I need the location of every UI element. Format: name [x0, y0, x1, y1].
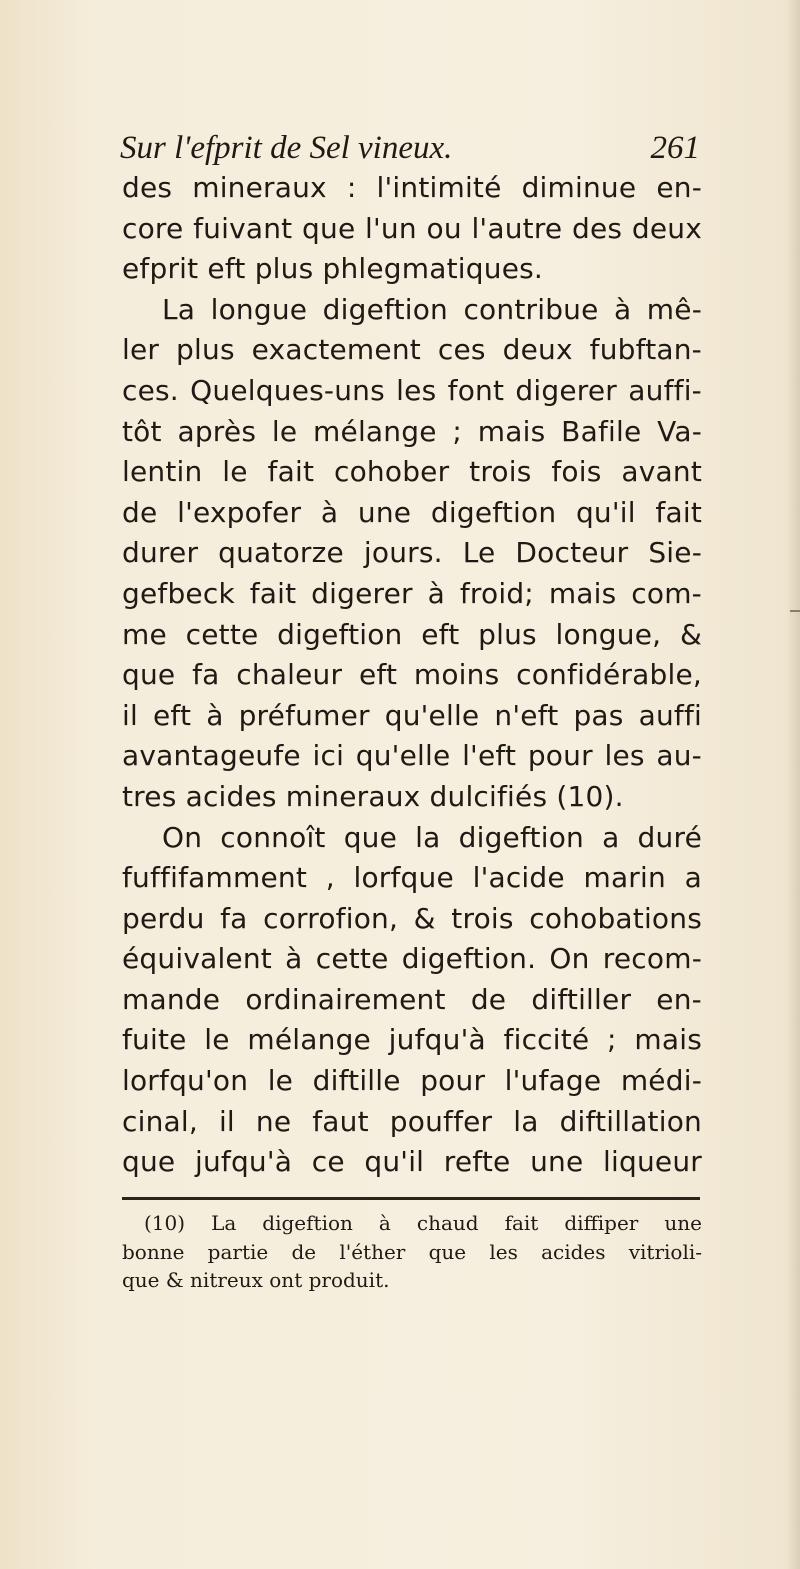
body-text	[122, 168, 702, 1183]
footnote-rule	[122, 1197, 700, 1200]
text-line: de l'expofer à une digeftion qu'il fait	[122, 495, 702, 529]
text-line: me cette digeftion eft plus longue, &	[122, 617, 702, 651]
footnote-line: bonne partie de l'éther que les acides vitrioli-	[122, 1239, 702, 1264]
text-line: ces. Quelques-uns les font digerer auffi-	[122, 373, 702, 407]
text-line: que fa chaleur eft moins confidérable,	[122, 658, 702, 692]
text-line: lorfqu'on le diftille pour l'ufage médi-	[122, 1064, 702, 1098]
text-line: core fuivant que l'un ou l'autre des deux	[122, 211, 702, 245]
page-edge-shadow	[786, 0, 800, 1569]
text-line: tôt après le mélange ; mais Bafile Va-	[122, 414, 702, 448]
text-line: avantageufe ici qu'elle l'eft pour les au-	[122, 739, 702, 773]
footnote-line: (10) La digeftion à chaud fait diffiper une	[144, 1211, 702, 1235]
text-line: équivalent à cette digeftion. On recom-	[122, 942, 702, 976]
text-line: gefbeck fait digerer à froid; mais com-	[122, 576, 702, 610]
running-title: Sur l'efprit de Sel vineux.	[120, 130, 453, 166]
text-line: efprit eft plus phlegmatiques.	[122, 252, 544, 286]
text-line: On connoît que la digeftion a duré	[162, 820, 702, 854]
footnote-line: que & nitreux ont produit.	[122, 1268, 390, 1292]
text-line: durer quatorze jours. Le Docteur Sie-	[122, 536, 702, 570]
text-line: lentin le fait cohober trois fois avant	[122, 455, 702, 489]
page-number: 261	[650, 130, 700, 166]
text-line: que jufqu'à ce qu'il refte une liqueur	[122, 1145, 702, 1179]
text-line: fuite le mélange jufqu'à ficcité ; mais	[122, 1023, 702, 1057]
text-line: La longue digeftion contribue à mê-	[162, 292, 702, 326]
text-line: ler plus exactement ces deux fubftan-	[122, 333, 702, 367]
footnote	[122, 1209, 702, 1295]
text-line: mande ordinairement de diftiller en-	[122, 982, 702, 1016]
margin-mark	[790, 610, 800, 612]
text-line: fuffifamment , lorfque l'acide marin a	[122, 861, 702, 895]
text-line: cinal, il ne faut pouffer la diftillation	[122, 1104, 702, 1138]
text-line: des mineraux : l'intimité diminue en-	[122, 171, 702, 204]
text-line: perdu fa corrofion, & trois cohobations	[122, 901, 702, 935]
text-line: il eft à préfumer qu'elle n'eft pas auffi	[122, 698, 702, 732]
text-line: tres acides mineraux dulcifiés (10).	[122, 779, 624, 813]
page-header	[120, 126, 700, 170]
